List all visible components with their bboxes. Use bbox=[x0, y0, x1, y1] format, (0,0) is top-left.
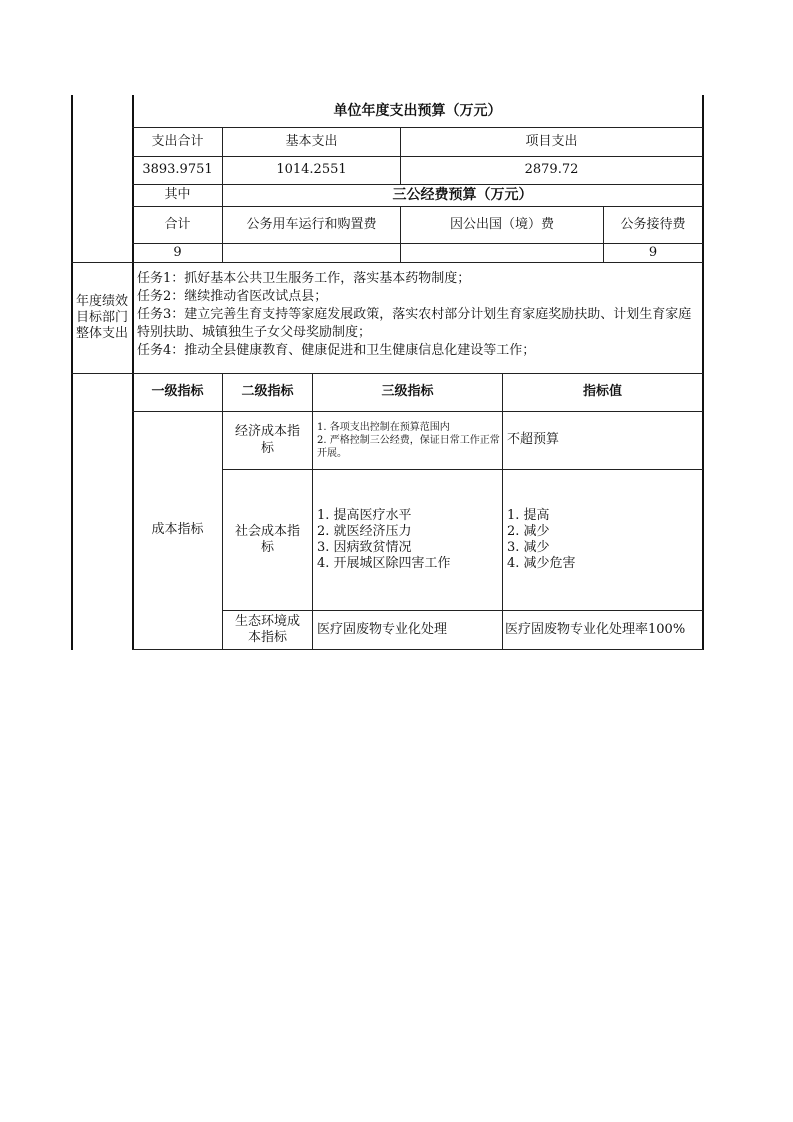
budget-value-basic: 1014.2551 bbox=[276, 162, 347, 178]
budget-header-total: 支出合计 bbox=[151, 133, 204, 149]
sangong-title: 三公经费预算（万元） bbox=[392, 186, 533, 203]
sangong-value-vehicle bbox=[223, 244, 400, 262]
sangong-value-total: 9 bbox=[173, 244, 182, 260]
indicator-level3-line: 3. 因病致贫情况 bbox=[317, 540, 412, 555]
indicator-value-line: 医疗固废物专业化处理率100% bbox=[505, 621, 686, 637]
indicator-level3-line: 2. 严格控制三公经费，保证日常工作正常开展。 bbox=[317, 435, 500, 459]
indicator-value-ecological bbox=[503, 611, 702, 649]
indicator-level3-line: 4. 开展城区除四害工作 bbox=[317, 556, 451, 572]
budget-header-project: 项目支出 bbox=[525, 133, 578, 149]
indicator-level3-line: 2. 就医经济压力 bbox=[317, 523, 412, 539]
indicator-value-line: 2. 减少 bbox=[507, 523, 550, 539]
indicator-value-line: 不超预算 bbox=[507, 432, 560, 448]
sangong-header-reception: 公务接待费 bbox=[620, 216, 686, 232]
indicator-level3-social bbox=[313, 470, 502, 610]
indicator-value-social bbox=[503, 470, 702, 610]
goals-task: 任务2：继续推动省医改试点县； bbox=[137, 289, 328, 304]
sangong-value-abroad bbox=[401, 244, 603, 262]
indicator-level3-line: 1. 各项支出控制在预算范围内 bbox=[317, 422, 450, 433]
indicator-value-economic bbox=[503, 412, 702, 469]
indicator-level3-economic bbox=[313, 412, 502, 469]
goals-label-line: 年度绩效 bbox=[75, 293, 128, 309]
indicator-header-level1: 一级指标 bbox=[151, 384, 204, 400]
indicator-level3-line: 医疗固废物专业化处理 bbox=[317, 621, 448, 637]
indicator-header-value: 指标值 bbox=[582, 384, 622, 400]
budget-title: 单位年度支出预算（万元） bbox=[333, 102, 502, 119]
indicator-header-level2: 二级指标 bbox=[241, 384, 294, 400]
sangong-header-total: 合计 bbox=[164, 216, 191, 232]
goals-task-list bbox=[137, 270, 703, 360]
indicator-level2-social: 社会成本指标 bbox=[234, 523, 300, 555]
goals-label-line: 整体支出 bbox=[75, 326, 128, 342]
indicator-level3-line: 1. 提高医疗水平 bbox=[317, 507, 412, 523]
budget-value-project: 2879.72 bbox=[524, 162, 579, 178]
indicator-value-line: 1. 提高 bbox=[507, 507, 550, 523]
sangong-header-abroad: 因公出国（境）费 bbox=[449, 216, 554, 232]
goals-task: 任务1：抓好基本公共卫生服务工作，落实基本药物制度； bbox=[137, 271, 471, 286]
indicator-level2-ecological: 生态环境成本指标 bbox=[234, 613, 300, 645]
indicator-value-line: 4. 减少危害 bbox=[507, 556, 576, 572]
goals-label bbox=[72, 263, 132, 373]
qizhong-label: 其中 bbox=[164, 187, 191, 203]
budget-header-basic: 基本支出 bbox=[285, 133, 338, 149]
goals-label-line: 目标部门 bbox=[75, 309, 128, 325]
sangong-header-vehicle: 公务用车运行和购置费 bbox=[246, 216, 377, 232]
goals-task: 任务3：建立完善生育支持等家庭发展政策，落实农村部分计划生育家庭奖励扶助、计划生育家庭特别扶助、城镇独生子女父母奖励制度； bbox=[137, 307, 692, 340]
sangong-value-reception: 9 bbox=[648, 244, 658, 260]
goals-task: 任务4：推动全县健康教育、健康促进和卫生健康信息化建设等工作； bbox=[137, 343, 536, 358]
indicator-header-level3: 三级指标 bbox=[381, 384, 434, 400]
budget-value-total: 3893.9751 bbox=[142, 162, 213, 178]
indicator-level1-cost: 成本指标 bbox=[151, 522, 204, 538]
indicator-level3-ecological bbox=[313, 611, 502, 649]
indicator-level2-economic: 经济成本指标 bbox=[234, 424, 300, 456]
indicator-value-line: 3. 减少 bbox=[507, 540, 550, 555]
